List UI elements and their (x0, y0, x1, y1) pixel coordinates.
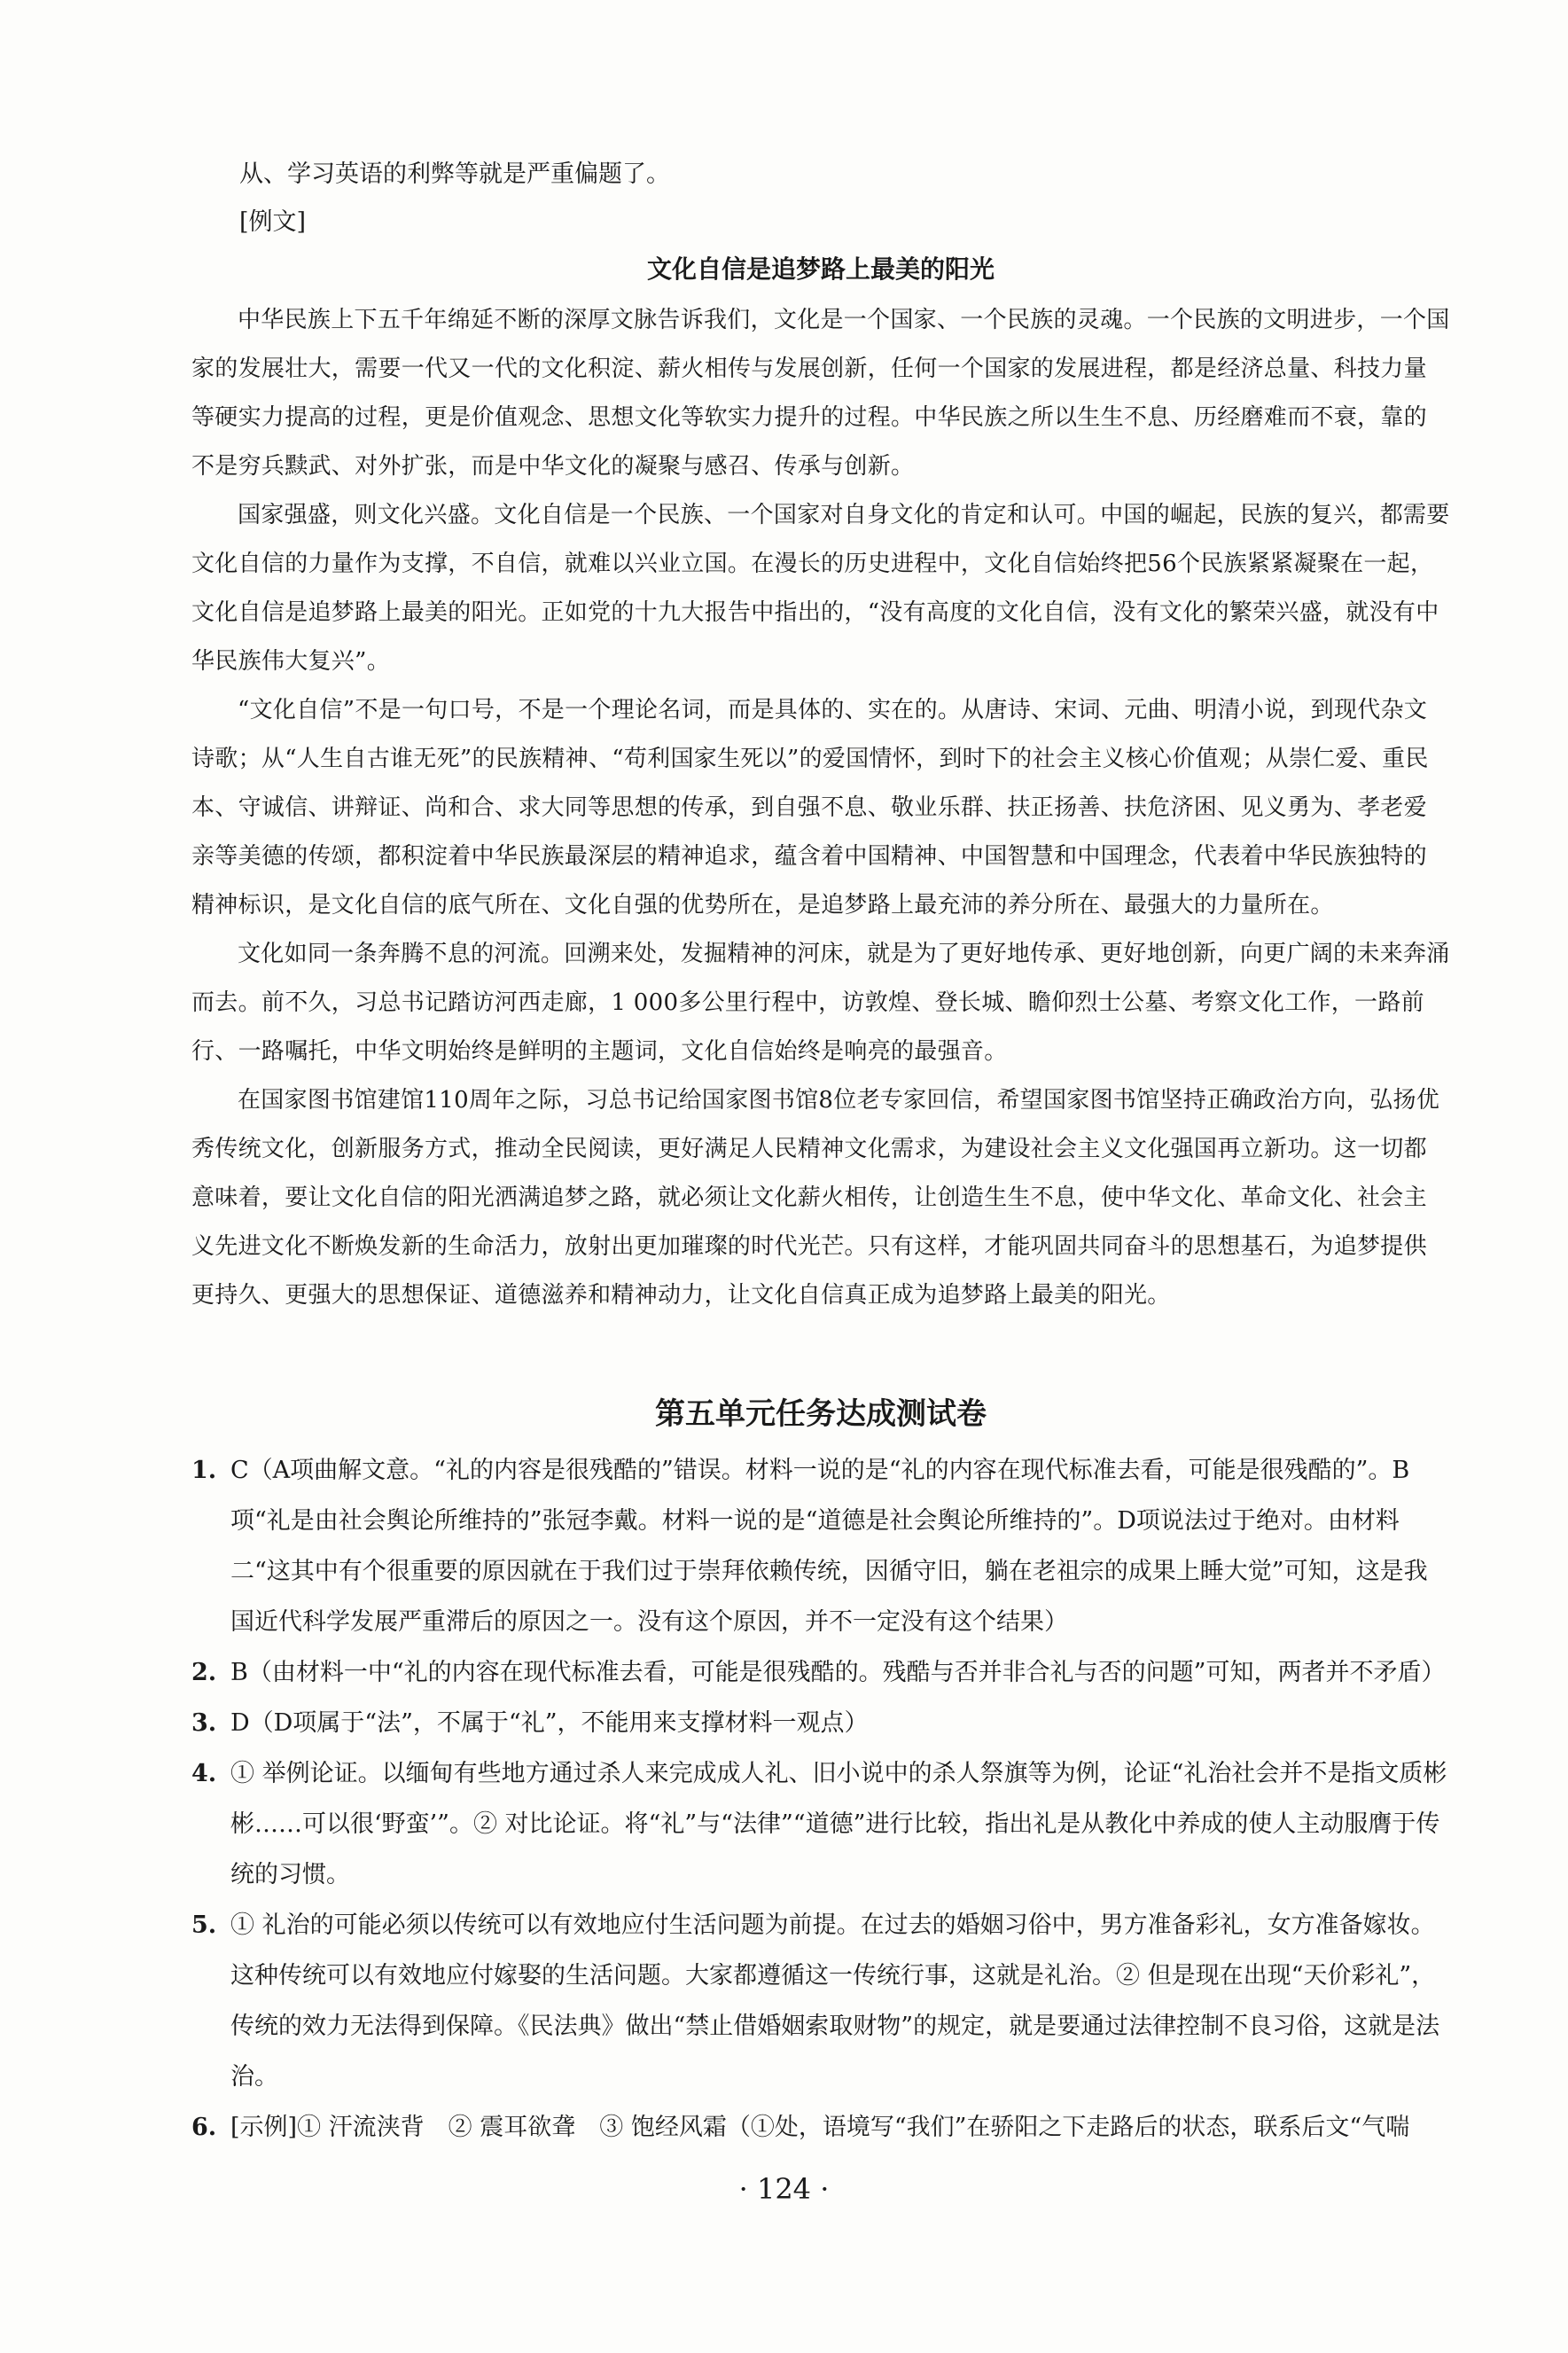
answer-number: 6. (191, 2114, 217, 2141)
answer-item (191, 1445, 1450, 1647)
answer-number: 2. (191, 1659, 217, 1686)
answer-number: 4. (191, 1760, 217, 1787)
essay-title: 文化自信是追梦路上最美的阳光 (646, 254, 995, 284)
intro-line: 从、学习英语的利弊等就是严重偏题了。 (239, 160, 670, 188)
answer-text: ① 礼治的可能必须以传统可以有效地应付生活问题为前提。在过去的婚姻习俗中，男方准备彩礼，女方准备嫁妆。这种传统可以有效地应付嫁娶的生活问题。大家都遵循这一传统行事，这就是礼治。② 但是现在出现“天价彩礼”，传统的效力无法得到保障。《民法典》做出“禁止借婚姻索取财物”的规定，就是要通过法律控制不良习俗，这就是法治。 (230, 1911, 1440, 2091)
answer-text: [示例]① 汗流浃背 ② 震耳欲聋 ③ 饱经风霜（①处，语境写“我们”在骄阳之下走路后的状态，联系后文“气喘 (230, 2114, 1410, 2141)
page-content (191, 151, 1450, 2153)
answer-text: B（由材料一中“礼的内容在现代标准去看，可能是很残酷的。残酷与否并非合礼与否的问题”可知，两者并不矛盾） (230, 1659, 1446, 1686)
answer-number: 1. (191, 1457, 217, 1484)
answer-list (191, 1445, 1450, 2153)
answer-number: 3. (191, 1709, 217, 1737)
answer-text: C（A项曲解文意。“礼的内容是很残酷的”错误。材料一说的是“礼的内容在现代标准去看，可能是很残酷的”。B项“礼是由社会舆论所维持的”张冠李戴。材料一说的是“道德是社会舆论所维持的”。D项说法过于绝对。由材料二“这其中有个很重要的原因就在于我们过于崇拜依赖传统，因循守旧，躺在老祖宗的成果上睡大觉”可知，这是我国近代科学发展严重滞后的原因之一。没有这个原因，并不一定没有这个结果） (230, 1457, 1428, 1636)
answer-item (191, 1647, 1450, 1698)
answer-number: 5. (191, 1911, 217, 1939)
example-label: [例文] (239, 208, 307, 236)
example-essay (191, 250, 1450, 1320)
answer-item (191, 2102, 1450, 2153)
section-title: 第五单元任务达成测试卷 (655, 1396, 987, 1432)
answer-text: ① 举例论证。以缅甸有些地方通过杀人来完成成人礼、旧小说中的杀人祭旗等为例，论证“礼治社会并不是指文质彬彬……可以很‘野蛮’”。② 对比论证。将“礼”与“法律”“道德”进行比较，指出礼是从教化中养成的使人主动服膺于传统的习惯。 (230, 1760, 1447, 1888)
essay-paragraph: 国家强盛，则文化兴盛。文化自信是一个民族、一个国家对自身文化的肯定和认可。中国的崛起，民族的复兴，都需要文化自信的力量作为支撑，不自信，就难以兴业立国。在漫长的历史进程中，文化自信始终把56个民族紧紧凝聚在一起，文化自信是追梦路上最美的阳光。正如党的十九大报告中指出的，“没有高度的文化自信，没有文化的繁荣兴盛，就没有中华民族伟大复兴”。 (191, 502, 1450, 675)
page-number: · 124 · (738, 2172, 830, 2206)
essay-paragraph: 文化如同一条奔腾不息的河流。回溯来处，发掘精神的河床，就是为了更好地传承、更好地创新，向更广阔的未来奔涌而去。前不久，习总书记踏访河西走廊，1 000多公里行程中，访敦煌、登长城、瞻仰烈士公墓、考察文化工作，一路前行、一路嘱托，中华文明始终是鲜明的主题词，文化自信始终是响亮的最强音。 (191, 941, 1450, 1065)
answer-item (191, 1900, 1450, 2102)
answer-text: D（D项属于“法”，不属于“礼”，不能用来支撑材料一观点） (230, 1709, 869, 1737)
essay-paragraph: “文化自信”不是一句口号，不是一个理论名词，而是具体的、实在的。从唐诗、宋词、元曲、明清小说，到现代杂文诗歌；从“人生自古谁无死”的民族精神、“苟利国家生死以”的爱国情怀，到时下的社会主义核心价值观；从崇仁爱、重民本、守诚信、讲辩证、尚和合、求大同等思想的传承，到自强不息、敬业乐群、扶正扬善、扶危济困、见义勇为、孝老爱亲等美德的传颂，都积淀着中华民族最深层的精神追求，蕴含着中国精神、中国智慧和中国理念，代表着中华民族独特的精神标识，是文化自信的底气所在、文化自强的优势所在，是追梦路上最充沛的养分所在、最强大的力量所在。 (191, 697, 1429, 919)
essay-paragraph: 中华民族上下五千年绵延不断的深厚文脉告诉我们，文化是一个国家、一个民族的灵魂。一个民族的文明进步，一个国家的发展壮大，需要一代又一代的文化积淀、薪火相传与发展创新，任何一个国家的发展进程，都是经济总量、科技力量等硬实力提高的过程，更是价值观念、思想文化等软实力提升的过程。中华民族之所以生生不息、历经磨难而不衰，靠的不是穷兵黩武、对外扩张，而是中华文化的凝聚与感召、传承与创新。 (191, 307, 1450, 480)
essay-paragraph: 在国家图书馆建馆110周年之际，习总书记给国家图书馆8位老专家回信，希望国家图书馆坚持正确政治方向，弘扬优秀传统文化，创新服务方式，推动全民阅读，更好满足人民精神文化需求，为建设社会主义文化强国再立新功。这一切都意味着，要让文化自信的阳光洒满追梦之路，就必须让文化薪火相传，让创造生生不息，使中华文化、革命文化、社会主义先进文化不断焕发新的生命活力，放射出更加璀璨的时代光芒。只有这样，才能巩固共同奋斗的思想基石，为追梦提供更持久、更强大的思想保证、道德滋养和精神动力，让文化自信真正成为追梦路上最美的阳光。 (191, 1087, 1440, 1309)
answer-item (191, 1748, 1450, 1900)
answer-item (191, 1698, 1450, 1748)
